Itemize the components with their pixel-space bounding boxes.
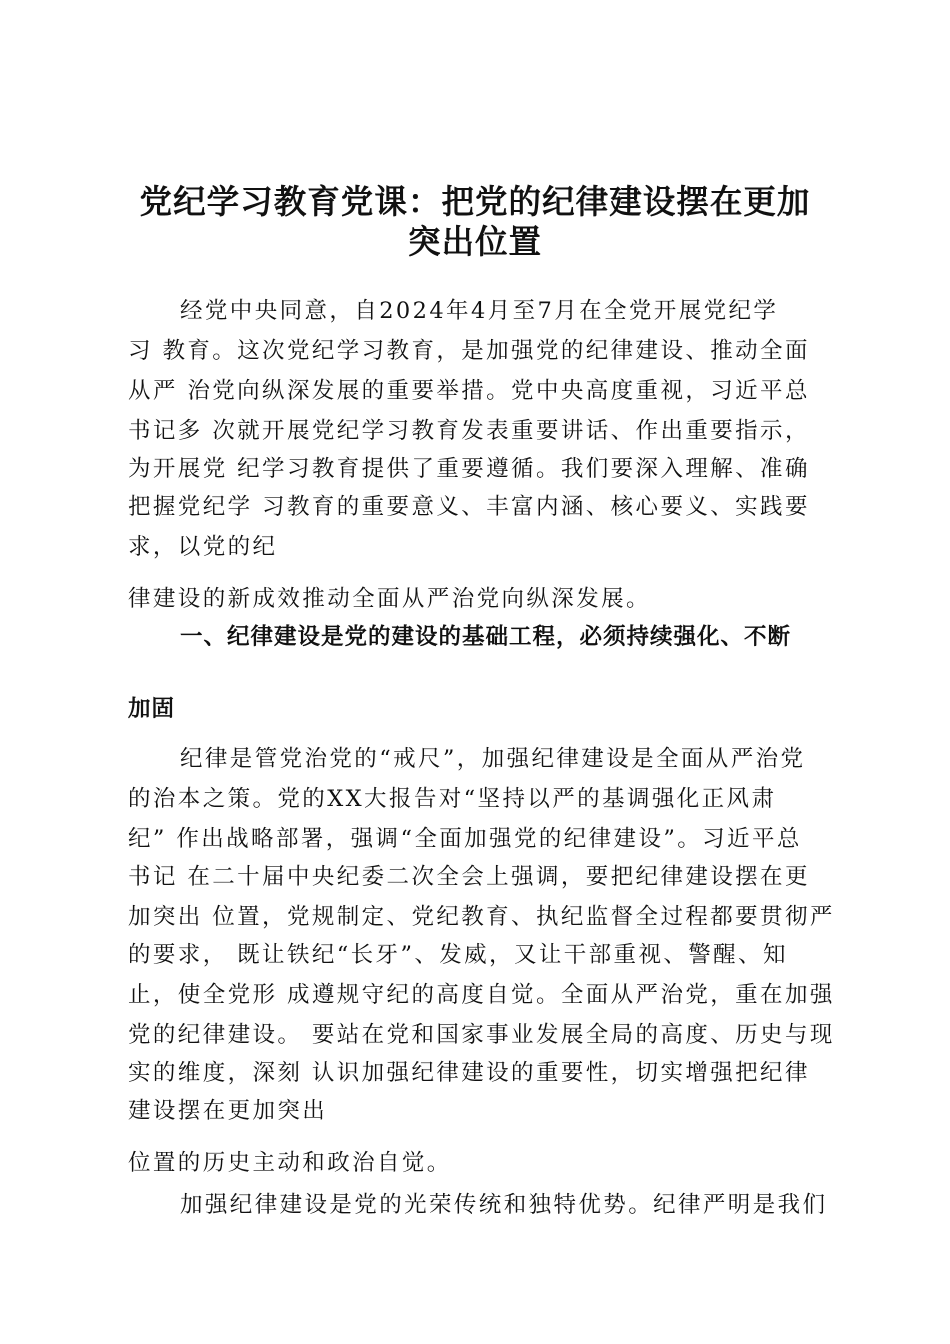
section-heading-1-continued: 加固 (128, 696, 176, 722)
paragraph-1-line-4: 书记多 次就开展党纪学习教育发表重要讲话、作出重要指示， (128, 418, 810, 444)
section-heading-1: 一、纪律建设是党的建设的基础工程，必须持续强化、不断 (180, 624, 792, 650)
paragraph-1-line-6: 把握党纪学 习教育的重要意义、丰富内涵、核心要义、实践要 (128, 494, 810, 520)
paragraph-2-line-2: 的治本之策。党的XX大报告对“坚持以严的基调强化正风肃 (128, 786, 777, 812)
paragraph-2-line-6: 的要求， 既让铁纪“长牙”、发威，又让干部重视、警醒、知 (128, 942, 788, 968)
paragraph-2-line-3: 纪” 作出战略部署，强调“全面加强党的纪律建设”。习近平总 (128, 826, 802, 852)
paragraph-2-line-9: 实的维度，深刻 认识加强纪律建设的重要性，切实增强把纪律 (128, 1060, 810, 1086)
document-title-line-1: 党纪学习教育党课：把党的纪律建设摆在更加 (139, 182, 811, 221)
paragraph-2-line-4: 书记 在二十届中央纪委二次全会上强调，要把纪律建设摆在更 (128, 864, 810, 890)
paragraph-1-line-2: 习 教育。这次党纪学习教育，是加强党的纪律建设、推动全面 (128, 338, 810, 364)
paragraph-2-line-8: 党的纪律建设。 要站在党和国家事业发展全局的高度、历史与现 (128, 1022, 835, 1048)
paragraph-1-line-3: 从严 治党向纵深发展的重要举措。党中央高度重视，习近平总 (128, 378, 810, 404)
paragraph-1-line-5: 为开展党 纪学习教育提供了重要遵循。我们要深入理解、准确 (128, 456, 810, 482)
document-title-line-2: 突出位置 (407, 222, 543, 261)
paragraph-2-line-5: 加突出 位置，党规制定、党纪教育、执纪监督全过程都要贯彻严 (128, 904, 835, 930)
paragraph-2-tail: 位置的历史主动和政治自觉。 (128, 1150, 452, 1176)
paragraph-3-line-1: 加强纪律建设是党的光荣传统和独特优势。纪律严明是我们 (180, 1192, 828, 1218)
paragraph-2-line-10: 建设摆在更加突出 (128, 1098, 328, 1124)
paragraph-2-line-1: 纪律是管党治党的“戒尺”，加强纪律建设是全面从严治党 (180, 746, 806, 772)
paragraph-2-line-7: 止，使全党形 成遵规守纪的高度自觉。全面从严治党，重在加强 (128, 982, 835, 1008)
paragraph-1-line-7: 求，以党的纪 (128, 534, 278, 560)
paragraph-1-line-1: 经党中央同意，自2024年4月至7月在全党开展党纪学 (180, 298, 779, 324)
paragraph-1-tail: 律建设的新成效推动全面从严治党向纵深发展。 (128, 586, 651, 612)
